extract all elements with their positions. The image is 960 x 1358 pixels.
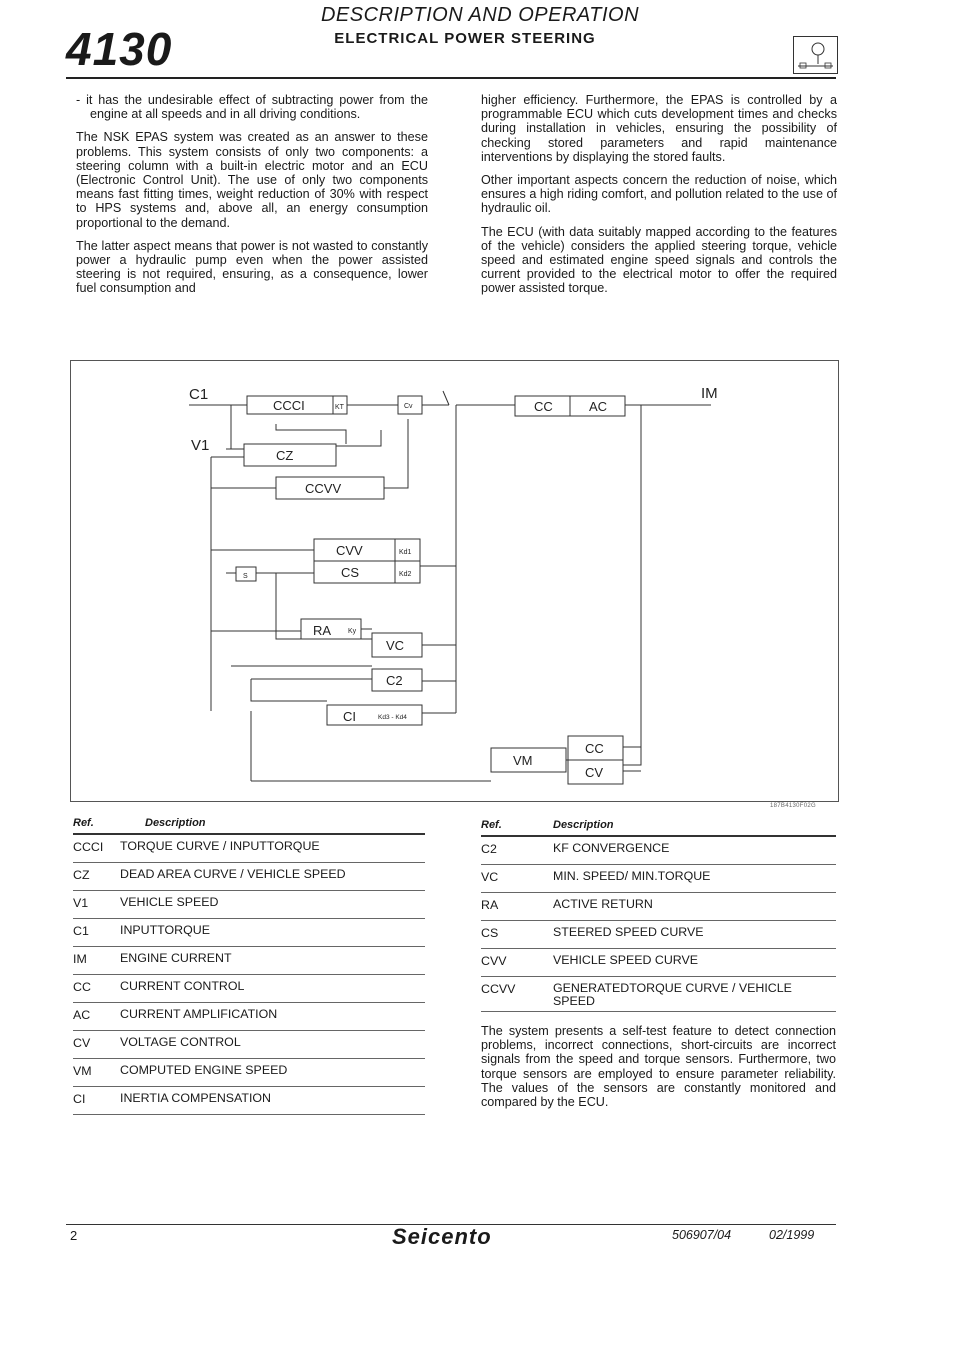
vm-label: VM xyxy=(513,753,533,768)
paragraph: - it has the undesirable effect of subtracting power from the engine at all speeds and in all driving conditions. xyxy=(76,93,428,122)
row-ref: IM xyxy=(73,952,87,966)
ccci-label: CCCI xyxy=(273,398,305,413)
row-desc: CURRENT AMPLIFICATION xyxy=(120,1007,278,1021)
row-ref: AC xyxy=(73,1008,91,1022)
row-ref: CCCI xyxy=(73,840,104,854)
table-row xyxy=(481,948,836,977)
cvv-label: CVV xyxy=(336,543,363,558)
vc-label: VC xyxy=(386,638,405,653)
row-desc: TORQUE CURVE / INPUTTORQUE xyxy=(120,839,320,853)
row-ref: CV xyxy=(73,1036,91,1050)
header-divider xyxy=(66,77,836,79)
row-desc: DEAD AREA CURVE / VEHICLE SPEED xyxy=(120,867,346,881)
ci-block xyxy=(327,705,422,725)
paragraph: The ECU (with data suitably mapped according to the features of the vehicle) considers the applied steering torque, vehicle speed and estimated engine speed signals and controls the current provided to the electrical motor to offer the required power assisted torque. xyxy=(481,224,837,296)
table-row xyxy=(73,946,425,975)
cz-label: CZ xyxy=(276,448,294,463)
kd2-label: Kd2 xyxy=(399,571,412,578)
row-desc: GENERATEDTORQUE CURVE / VEHICLE SPEED xyxy=(553,981,792,1008)
row-ref: VC xyxy=(481,870,499,884)
table-row xyxy=(481,836,836,865)
table-row xyxy=(73,834,425,863)
ac-label: AC xyxy=(589,399,608,414)
row-desc: KF CONVERGENCE xyxy=(553,841,670,855)
ref-header: Ref. xyxy=(73,817,94,829)
s-label: S xyxy=(243,573,248,580)
cv-label: CV xyxy=(585,765,604,780)
table-row xyxy=(73,1086,425,1115)
row-ref: V1 xyxy=(73,896,89,910)
page-title: DESCRIPTION AND OPERATION xyxy=(320,4,640,26)
figure-code: 187B4130F02G xyxy=(770,803,816,809)
paragraph: higher efficiency. Furthermore, the EPAS is controlled by a programmable ECU which cuts development times and checks during installation in vehicles, ensuring the possibility of checking stored parameters and rapid maintenance interventions by displaying the stored faults. xyxy=(481,93,837,164)
row-desc: INPUTTORQUE xyxy=(120,923,210,937)
row-ref: CS xyxy=(481,926,499,940)
row-desc: COMPUTED ENGINE SPEED xyxy=(120,1063,288,1077)
paragraph: The system presents a self-test feature to detect connection problems, incorrect connections, short-circuits are incorrect signals from the speed and torque sensors. Furthermore, two torque sensors are employed to ensure parameter reliability. The values of the sensors are constantly monitored and compared by the ECU. xyxy=(481,1024,836,1110)
steering-logo-icon xyxy=(793,36,838,74)
section-number: 4130 xyxy=(66,23,173,75)
ci-label: CI xyxy=(343,709,356,724)
block-diagram xyxy=(70,360,839,802)
im-label: IM xyxy=(701,385,718,402)
table-row xyxy=(481,976,836,1012)
table-row xyxy=(73,974,425,1003)
row-ref: CCVV xyxy=(481,982,516,996)
description-header: Description xyxy=(553,819,614,831)
cc2-label: CC xyxy=(585,741,604,756)
row-desc: ACTIVE RETURN xyxy=(553,897,653,911)
right-text-column xyxy=(481,93,837,305)
v1-label: V1 xyxy=(191,437,210,454)
description-header: Description xyxy=(145,817,206,829)
c2-label: C2 xyxy=(386,673,403,688)
row-desc: CURRENT CONTROL xyxy=(120,979,245,993)
table-row xyxy=(481,920,836,949)
ccvv-label: CCVV xyxy=(305,481,342,496)
row-ref: CC xyxy=(73,980,91,994)
cc-label: CC xyxy=(534,399,553,414)
self-test-text xyxy=(481,1024,836,1118)
table-row xyxy=(73,918,425,947)
row-desc: STEERED SPEED CURVE xyxy=(553,925,704,939)
brand-logo: Seicento xyxy=(392,1224,492,1245)
table-row xyxy=(481,892,836,921)
page-subtitle: ELECTRICAL POWER STEERING xyxy=(334,30,596,47)
left-text-column xyxy=(76,93,428,305)
document-number: 506907/04 xyxy=(672,1228,732,1242)
row-ref: C2 xyxy=(481,842,497,856)
ky-label: Ky xyxy=(348,628,357,635)
kd1-label: Kd1 xyxy=(399,549,412,556)
row-desc: VEHICLE SPEED xyxy=(120,895,219,909)
kd3-label: Kd3 - Kd4 xyxy=(378,714,407,721)
c1-label: C1 xyxy=(189,386,209,403)
row-ref: CI xyxy=(73,1092,86,1106)
table-row xyxy=(481,864,836,893)
paragraph: Other important aspects concern the reduction of noise, which ensures a high riding comfort, and pollution related to the use of hydraulic oil. xyxy=(481,173,837,216)
page-number: 2 xyxy=(70,1228,78,1243)
paragraph: The NSK EPAS system was created as an answer to these problems. This system consists of only two components: a steering column with a built-in electric motor and an ECU (Electronic Control Unit). The use of only two components means fast fitting times, weight reduction of 30% with respect to HPS systems and, above all, an energy consumption proportional to the demand. xyxy=(76,130,428,230)
row-desc: MIN. SPEED/ MIN.TORQUE xyxy=(553,869,711,883)
ref-header: Ref. xyxy=(481,819,502,831)
row-desc: INERTIA COMPENSATION xyxy=(120,1091,272,1105)
table-row xyxy=(73,1058,425,1087)
cs-label: CS xyxy=(341,565,360,580)
table-row xyxy=(73,1002,425,1031)
legend-table-left xyxy=(73,815,425,1130)
row-ref: CZ xyxy=(73,868,90,882)
row-desc: VEHICLE SPEED CURVE xyxy=(553,953,699,967)
row-desc: VOLTAGE CONTROL xyxy=(120,1035,241,1049)
row-desc: ENGINE CURRENT xyxy=(120,951,232,965)
cv-small-label: Cv xyxy=(404,403,413,410)
ra-label: RA xyxy=(313,623,332,638)
row-ref: RA xyxy=(481,898,499,912)
publication-date: 02/1999 xyxy=(769,1228,815,1242)
legend-table-right xyxy=(481,815,836,1025)
row-ref: C1 xyxy=(73,924,89,938)
table-row xyxy=(73,862,425,891)
table-row xyxy=(73,890,425,919)
kt-label: KT xyxy=(335,404,344,411)
row-ref: CVV xyxy=(481,954,507,968)
paragraph: The latter aspect means that power is not wasted to constantly power a hydraulic pump even when the power assisted steering is not required, ensuring, as a consequence, lower fuel consumption and xyxy=(76,238,428,296)
row-ref: VM xyxy=(73,1064,92,1078)
table-row xyxy=(73,1030,425,1059)
